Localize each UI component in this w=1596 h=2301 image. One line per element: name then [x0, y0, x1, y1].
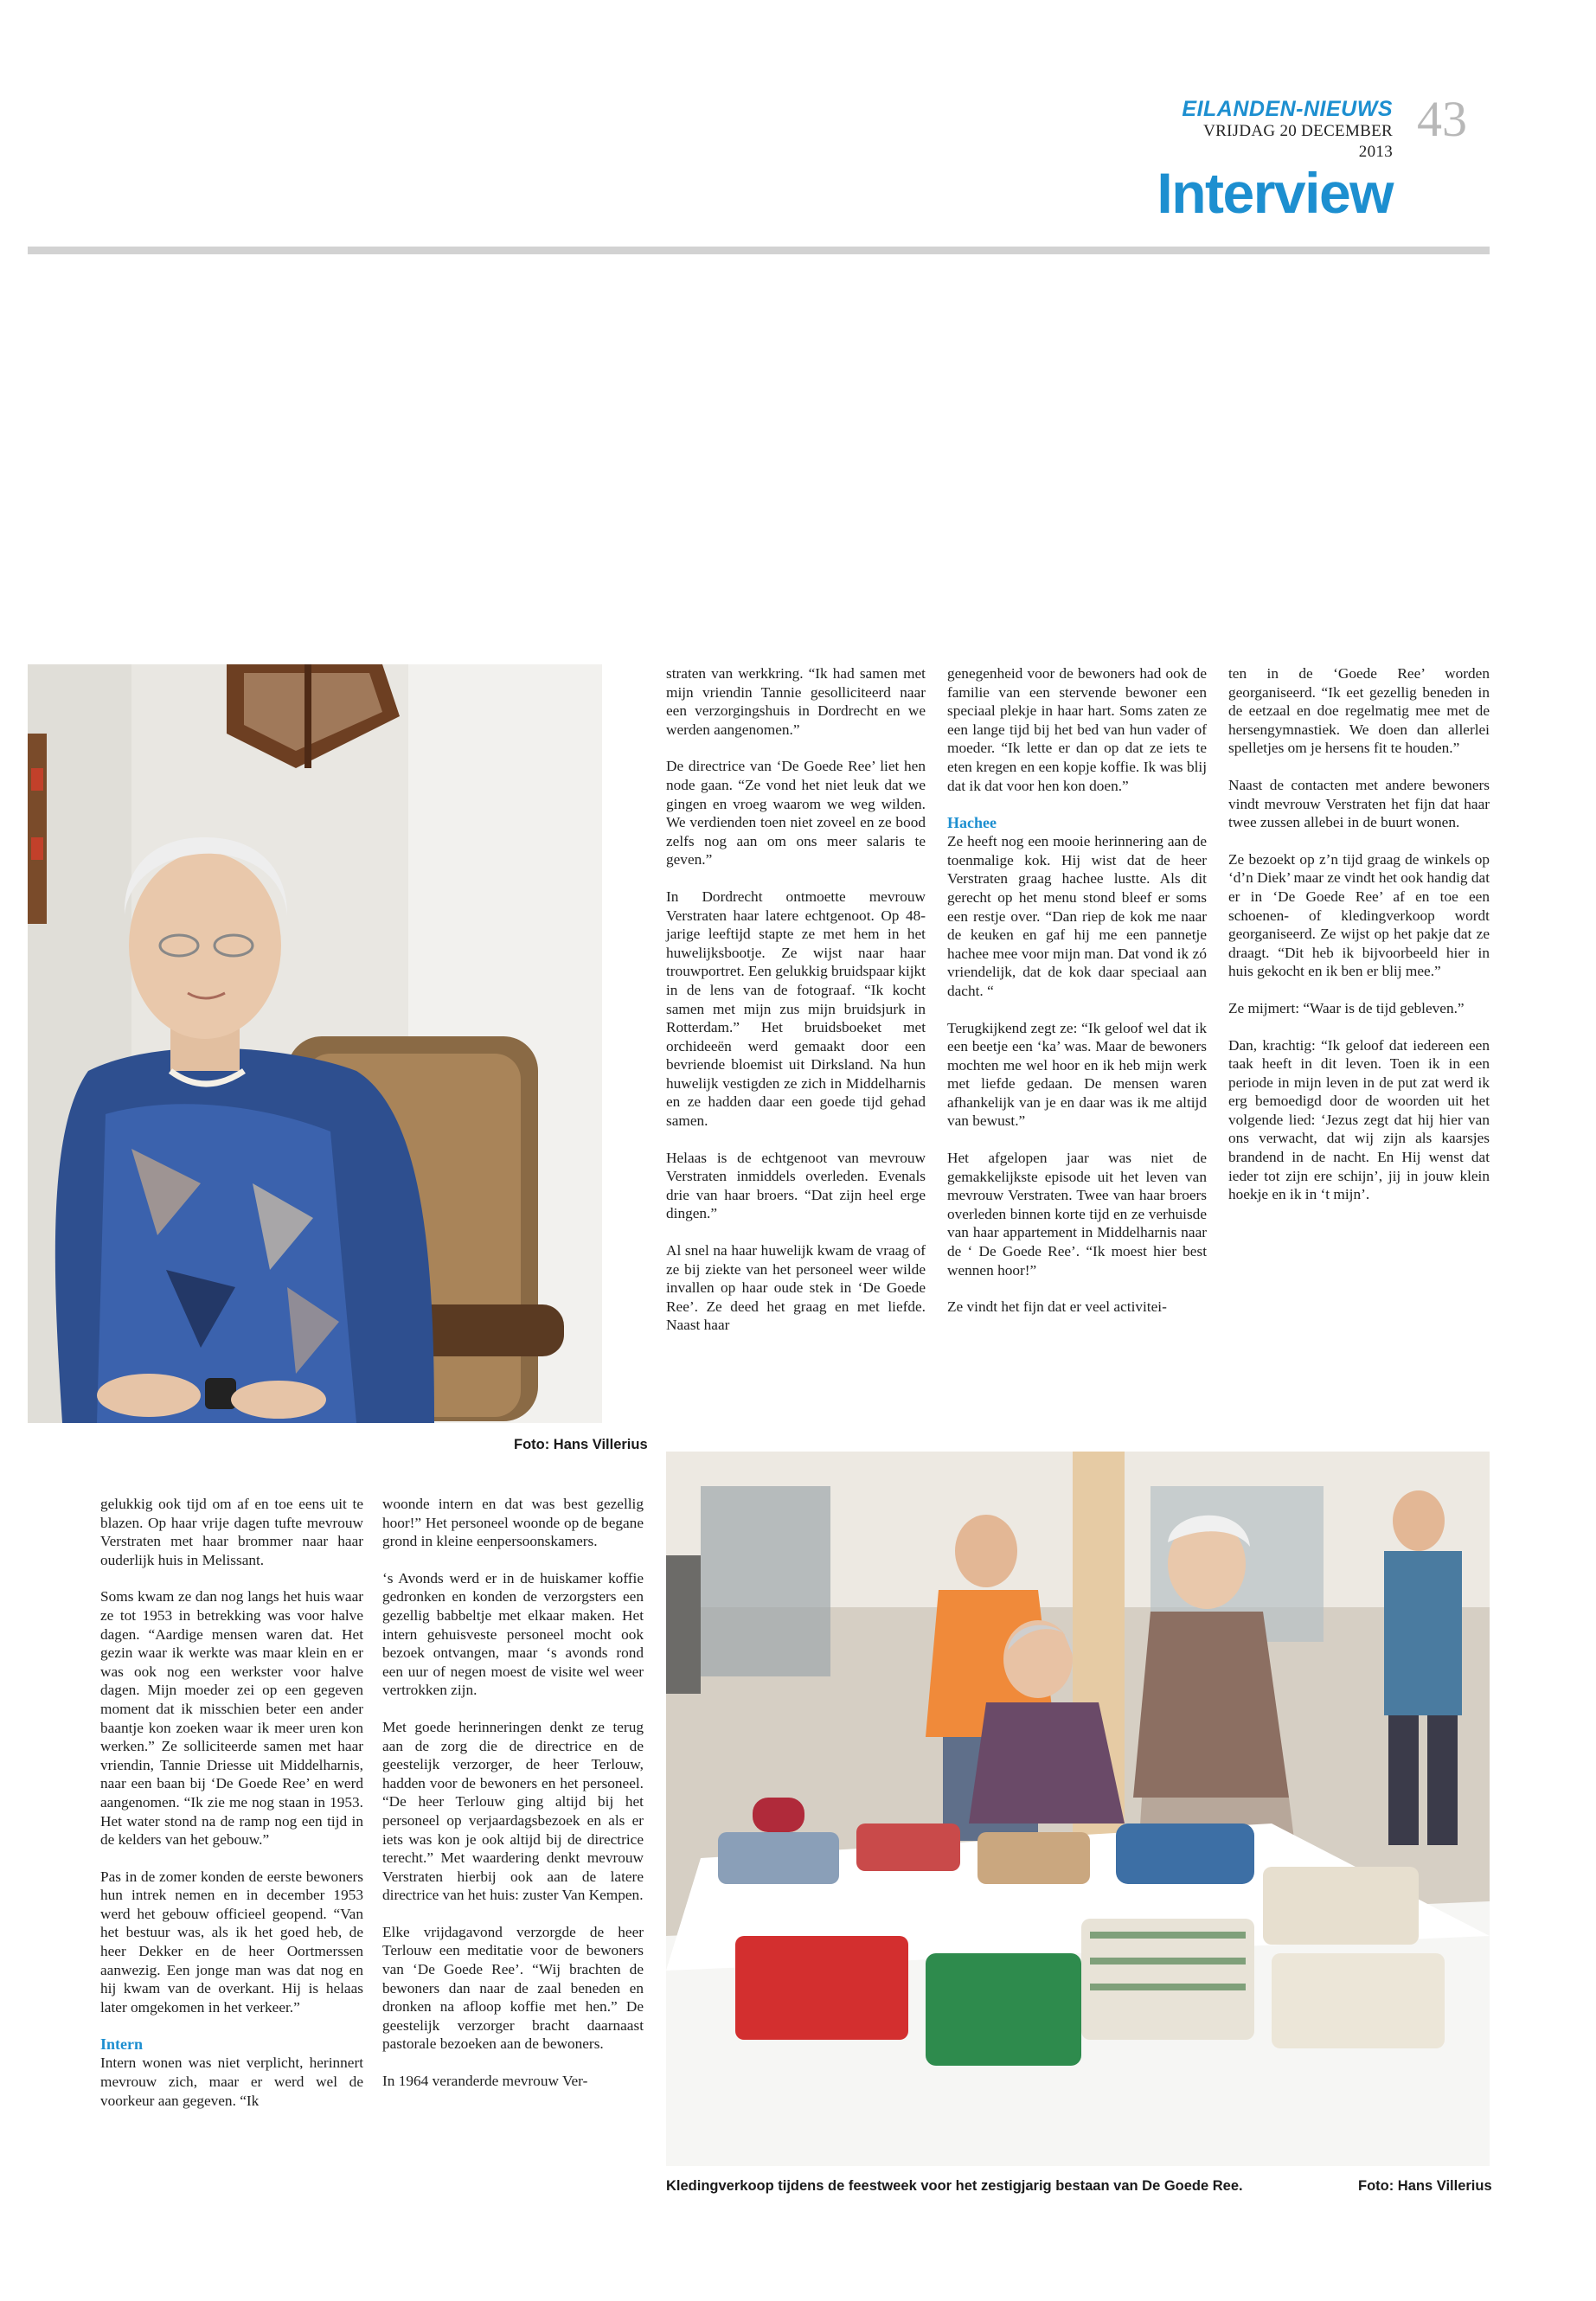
portrait-photo-credit: Foto: Hans Villerius — [514, 1437, 648, 1452]
article-column-2 — [947, 664, 1207, 1335]
article-column-4 — [100, 1495, 363, 2128]
paragraph: ten in de ‘Goede Ree’ worden georganiseerd. “Ik eet gezellig beneden in de eetzaal en doe regelmatig mee met de hersengymnastiek. We doen dan allerlei spelletjes om je hersens fit te houden.” — [1228, 665, 1490, 757]
paragraph: Pas in de zomer konden de eerste bewoners hun intrek nemen en in december 1953 werd het gebouw officieel geopend. “Van het bestuur was, als ik het goed heb, de heer Dekker en de heer Oortmerssen aanwezig. Een jonge man was dat nog en hij kwam van de overkant. Hij is helaas later omgekomen in het verkeer.” — [100, 1868, 363, 2016]
paragraph: gelukkig ook tijd om af en toe eens uit te blazen. Op haar vrije dagen tufte mevrouw Verstraten met haar brommer naar haar ouderlijk huis in Melissant. — [100, 1496, 363, 1568]
paragraph: Ze heeft nog een mooie herinnering aan de toenmalige kok. Hij wist dat de heer Verstraten graag hachee lustte. Als dit gerecht op het menu stond bleef er soms een restje over. “Dan riep de kok me naar de keuken en gaf hij me een pannetje hachee mee voor mijn man. Dat vond ik zó vriendelijk, dat de kok daar speciaal aan dacht. “ — [947, 833, 1207, 999]
paragraph: Het afgelopen jaar was niet de gemakkelijkste episode uit het leven van mevrouw Verstraten. Twee van haar broers overleden binnen korte tijd en ze verhuisde van haar appartement in Middelharnis naar de ‘ De Goede Ree’. “Ik moest hier best wennen hoor!” — [947, 1150, 1207, 1279]
paragraph: Ze vindt het fijn dat er veel activitei- — [947, 1298, 1167, 1316]
paragraph: woonde intern en dat was best gezellig hoor!” Het personeel woonde op de begane grond in kleine eenpersoonskamers. — [382, 1496, 644, 1550]
page-number: 43 — [1417, 91, 1467, 147]
article-column-3 — [1228, 664, 1490, 1222]
newspaper-logo: EILANDEN-NIEUWS — [1182, 97, 1393, 121]
paragraph: Elke vrijdagavond verzorgde de heer Terlouw een meditatie voor de bewoners van ‘De Goede Ree’. “Wij brachten de bewoners dan naar de zaal beneden en dronken na afloop koffie met hen.” De geestelijk verzorger bracht daarnaast pastorale bezoeken aan de bewoners. — [382, 1923, 644, 2053]
paragraph: Helaas is de echtgenoot van mevrouw Verstraten inmiddels overleden. Evenals drie van haar broers. “Dat zijn heel erge dingen.” — [666, 1149, 926, 1222]
paragraph: Met goede herinneringen denkt ze terug aan de zorg die de directrice en de geestelijk verzorger, de heer Terlouw, hadden voor de bewoners en het personeel. “De heer Terlouw ging altijd bij het personeel op verjaardagsbezoek en als er iets was kon je ook altijd bij de directrice terecht.” Met waardering denkt mevrouw Verstraten hierbij ook aan de latere directrice van het huis: zuster Van Kempen. — [382, 1718, 644, 1904]
paragraph: genegenheid voor de bewoners had ook de familie van een stervende bewoner een speciaal plekje in haar hart. Soms zaten ze een lange tijd bij het bed van hun vader of moeder. “Ik lette er dan op dat ze iets te eten kregen en een kopje koffie. Ik was blij dat ik dat voor hen kon doen.” — [947, 665, 1207, 794]
paragraph: Dan, krachtig: “Ik geloof dat iedereen een taak heeft in dit leven. Toen ik in een periode in mijn leven in de put zat werd ik erg bemoedigd door de woorden uit het volgende lied: ‘Jezus zegt dat hij hier van ons verwacht, dat wij zijn als kaarsjes brandend in de nacht. En Hij wenst dat ieder tot zijn ere schijn’, jij in jouw klein hoekje en ik in ‘t mijn’. — [1228, 1036, 1490, 1203]
clothing-sale-photo — [666, 1452, 1490, 2166]
paragraph: Ze bezoekt op z’n tijd graag de winkels op ‘d’n Diek’ maar ze vindt het ook handig dat er in ‘De Goede Ree’ af en toe een schoenen- of kledingverkoop wordt georganiseerd. Ze wijst op het pakje dat ze draagt. “Dit heb ik bijvoorbeeld hier in huis gekocht en ik ben er blij mee.” — [1228, 850, 1490, 980]
article-column-1 — [666, 664, 926, 1353]
paragraph: In Dordrecht ontmoette mevrouw Verstraten haar latere echtgenoot. Op 48-jarige leeftijd stapte ze met hem in het huwelijksbootje. Ze wijst naar haar trouwportret. Een gelukkig bruidspaar kijkt in de lens van de fotograaf. “Ik kocht samen met mijn zus mijn bruidsjurk in Rotterdam.” Het bruidsboeket met orchideeën werd gemaakt door een bevriende bloemist uit Dirksland. Na hun huwelijk vestigden ze zich in Middelharnis en ze hadden daar een goede tijd gehad samen. — [666, 888, 926, 1130]
paragraph: De directrice van ‘De Goede Ree’ liet hen node gaan. “Ze vond het niet leuk dat we gingen en vroeg waarom we weg wilden. We verdienden toen niet zoveel en ze bood zelfs nog aan om ons meer salaris te geven.” — [666, 758, 926, 868]
subheading-intern: Intern — [100, 2035, 143, 2054]
portrait-photo — [28, 664, 602, 1423]
section-title: Interview — [1157, 161, 1393, 225]
article-column-5 — [382, 1495, 644, 2109]
paragraph: straten van werkkring. “Ik had samen met mijn vriendin Tannie gesolliciteerd naar een verzorgingshuis in Dordrecht en we werden aangenomen.” — [666, 665, 926, 738]
clothing-sale-photo-credit: Foto: Hans Villerius — [1358, 2178, 1492, 2194]
header-divider — [28, 247, 1490, 254]
paragraph: Naast de contacten met andere bewoners vindt mevrouw Verstraten het fijn dat haar twee zussen allebei in de buurt wonen. — [1228, 776, 1490, 831]
paragraph: Terugkijkend zegt ze: “Ik geloof wel dat ik een beetje een ‘ka’ was. Maar de bewoners mochten me wel hoor en ik heb mijn werk met liefde gedaan. De mensen waren afhankelijk van je en daar was ik me altijd van bewust.” — [947, 1019, 1207, 1130]
clothing-sale-caption: Kledingverkoop tijdens de feestweek voor het zestigjarig bestaan van De Goede Ree. — [666, 2178, 1243, 2194]
subheading-hachee: Hachee — [947, 814, 997, 832]
paragraph: ‘s Avonds werd er in de huiskamer koffie gedronken en konden de verzorgsters een gezellig babbeltje met elkaar maken. Het intern gehuisveste personeel mocht ook bezoek ontvangen, maar ‘s avonds rond een uur of negen moest de visite wel weer vertrokken zijn. — [382, 1569, 644, 1699]
paragraph: Ze mijmert: “Waar is de tijd gebleven.” — [1228, 999, 1465, 1016]
paragraph: Al snel na haar huwelijk kwam de vraag of ze bij ziekte van het personeel weer wilde invallen op haar oude stek in ‘De Goede Ree’. Ze deed het graag en met liefde. Naast haar — [666, 1242, 926, 1334]
paragraph: Intern wonen was niet verplicht, herinnert mevrouw zich, maar er werd wel de voorkeur aan gegeven. “Ik — [100, 2054, 363, 2109]
masthead — [1176, 97, 1393, 163]
issue-date: VRIJDAG 20 DECEMBER 2013 — [1203, 122, 1393, 161]
paragraph: In 1964 veranderde mevrouw Ver- — [382, 2073, 588, 2090]
paragraph: Soms kwam ze dan nog langs het huis waar ze tot 1953 in betrekking was voor halve dagen. “Aardige mensen waren dat. Het gezin waar ik werkte was maar klein en er was ook nog een werkster voor halve dagen. Mijn moeder zei op een gegeven moment dat ik misschien beter een ander baantje kon zoeken waar ik meer uren kon werken.” Ze solliciteerde samen met haar vriendin, Tannie Driesse uit Middelharnis, naar een baan bij ‘De Goede Ree’ en werd aangenomen. “Ik zie me nog staan in 1953. Het water stond na de ramp nog een tijd in de kelders van het gebouw.” — [100, 1588, 363, 1849]
